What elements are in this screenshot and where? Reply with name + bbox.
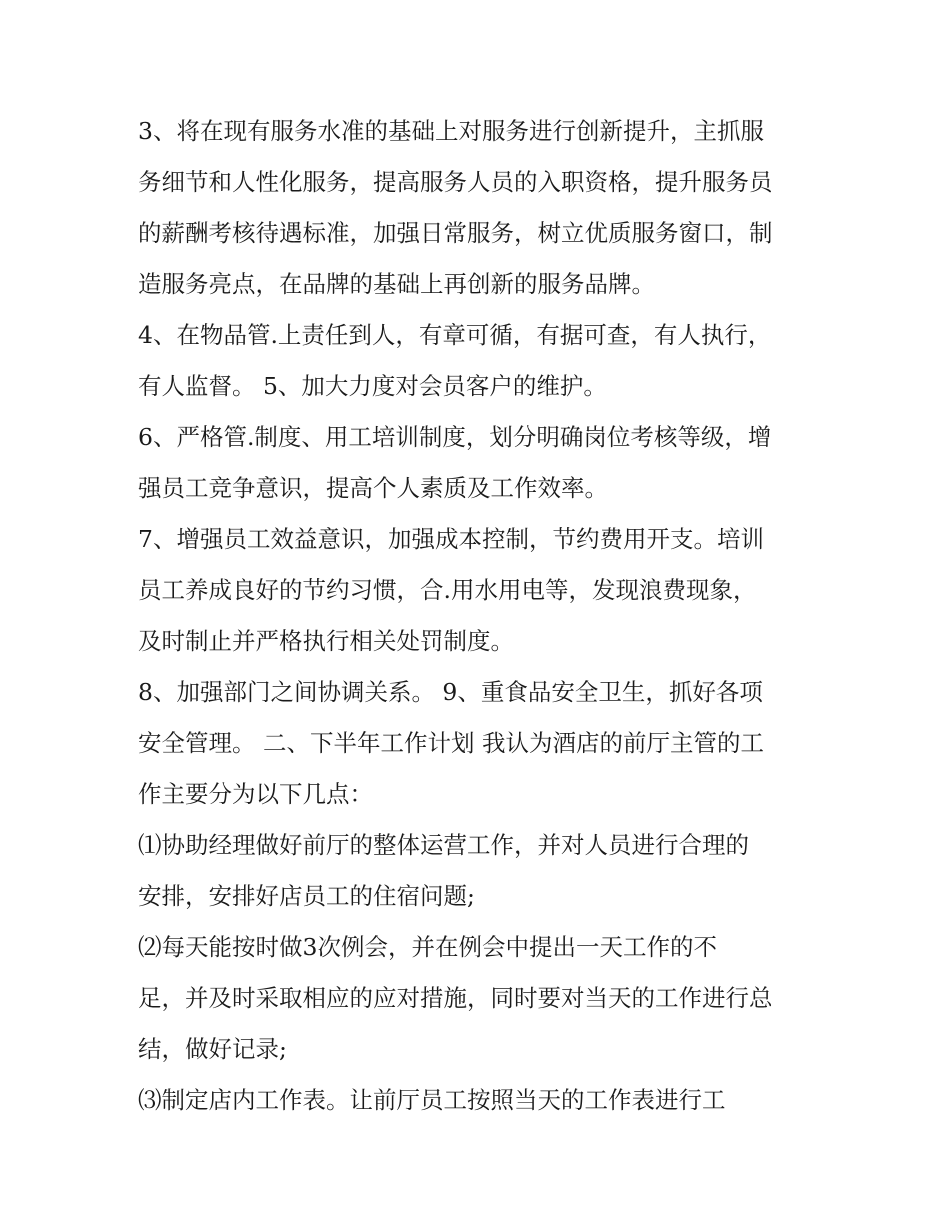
text-line: 有人监督。 5、加大力度对会员客户的维护。 xyxy=(138,372,607,400)
text-line: ⑵每天能按时做3次例会，并在例会中提出一天工作的不 xyxy=(138,933,717,961)
text-line: 结，做好记录; xyxy=(138,1035,287,1063)
text-line: 的薪酬考核待遇标准，加强日常服务，树立优质服务窗口，制 xyxy=(138,219,773,247)
text-line: 安全管理。 二、下半年工作计划 我认为酒店的前厅主管的工 xyxy=(138,729,764,757)
text-line: ⑶制定店内工作表。让前厅员工按照当天的工作表进行工 xyxy=(138,1086,726,1114)
text-line: 4、在物品管.上责任到人，有章可循，有据可查，有人执行， xyxy=(138,321,772,349)
text-line: 造服务亮点，在品牌的基础上再创新的服务品牌。 xyxy=(138,270,655,298)
text-line: 6、严格管.制度、用工培训制度，划分明确岗位考核等级，增 xyxy=(138,423,772,451)
text-line: ⑴协助经理做好前厅的整体运营工作，并对人员进行合理的 xyxy=(138,831,749,859)
document-body xyxy=(138,106,818,1126)
text-line: 作主要分为以下几点： xyxy=(138,780,373,808)
text-line: 强员工竞争意识，提高个人素质及工作效率。 xyxy=(138,474,608,502)
text-line: 7、增强员工效益意识，加强成本控制，节约费用开支。培训 xyxy=(138,525,764,553)
text-line: 安排，安排好店员工的住宿问题; xyxy=(138,882,475,910)
text-line: 务细节和人性化服务，提高服务人员的入职资格，提升服务员 xyxy=(138,168,773,196)
text-line: 8、加强部门之间协调关系。 9、重食品安全卫生，抓好各项 xyxy=(138,678,763,706)
text-line: 3、将在现有服务水准的基础上对服务进行创新提升，主抓服 xyxy=(138,117,764,145)
text-line: 及时制止并严格执行相关处罚制度。 xyxy=(138,627,514,655)
text-line: 足，并及时采取相应的应对措施，同时要对当天的工作进行总 xyxy=(138,984,773,1012)
text-line: 员工养成良好的节约习惯，合.用水用电等，发现浪费现象， xyxy=(138,576,757,604)
